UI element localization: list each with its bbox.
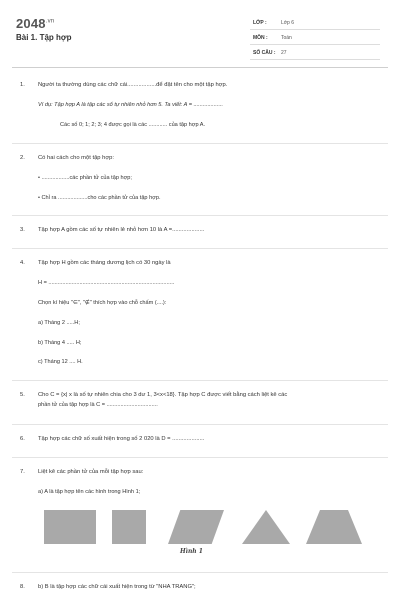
question-number: 7. (20, 469, 25, 475)
separator (12, 572, 388, 573)
site-logo[interactable] (16, 16, 54, 31)
question-4-item-b: b) Tháng 4 ..... H; (38, 340, 82, 346)
logo-text: 2048 (16, 16, 46, 31)
meta-row-class (250, 15, 380, 30)
question-text: Cho C = {x| x là số tự nhiên chia cho 3 dư 1, 3<x<18}. Tập hợp C được viết bằng cách liệt kê các (38, 392, 288, 398)
question-1-example: Ví dụ: Tập hợp A là tập các số tự nhiên nhỏ hơn 5. Ta viết: A = ................... (38, 102, 224, 108)
question-number: 2. (20, 155, 25, 161)
question-7-item-a: a) A là tập hợp tên các hình trong Hình 1; (38, 489, 141, 495)
question-text: Tập hợp các chữ số xuất hiện trong số 2 020 là D = .................... (38, 436, 205, 442)
question-number: 8. (20, 584, 25, 590)
meta-key: LỚP : (253, 20, 267, 26)
figure-caption: Hình 1 (180, 548, 203, 555)
question-number: 1. (20, 82, 25, 88)
separator (12, 380, 388, 381)
question-text: Có hai cách cho một tập hợp: (38, 155, 114, 161)
question-4-item-c: c) Tháng 12 .... H. (38, 359, 83, 365)
question-number: 6. (20, 436, 25, 442)
meta-row-subject (250, 30, 380, 45)
meta-row-count (250, 45, 380, 60)
question-text: Tập hợp H gồm các tháng dương lịch có 30 ngày là (38, 260, 171, 266)
trapezoid-shape (306, 510, 362, 544)
question-number: 5. (20, 392, 25, 398)
square-shape (112, 510, 146, 544)
question-2-option-b: • Chỉ ra ...................cho các phần tử của tập hợp. (38, 195, 161, 201)
parallelogram-shape (168, 510, 224, 544)
separator (12, 143, 388, 144)
rectangle-shape (44, 510, 96, 544)
question-text: b) B là tập hợp các chữ cái xuất hiện trong từ "NHA TRANG"; (38, 584, 196, 590)
question-2-option-a: • ..................các phần tử của tập hợp; (38, 175, 132, 181)
question-4-item-a: a) Tháng 2 .....H; (38, 320, 80, 326)
logo-suffix: .vn (45, 18, 55, 25)
meta-key: MÔN : (253, 35, 268, 41)
question-text: Liệt kê các phần tử của mỗi tập hợp sau: (38, 469, 144, 475)
question-number: 4. (20, 260, 25, 266)
question-4-instruction: Chọn kí hiệu "∈", "∉" thích hợp vào chỗ chấm (....): (38, 300, 167, 306)
meta-key: SỐ CÂU : (253, 50, 276, 56)
separator (12, 424, 388, 425)
lesson-title: Bài 1. Tập hợp (16, 33, 72, 42)
question-1-sub: Các số 0; 1; 2; 3; 4 được gọi là các ............ của tập hợp A. (60, 122, 206, 128)
meta-value: 27 (281, 50, 287, 56)
question-text: Tập hợp A gồm các số tự nhiên lẻ nhỏ hơn 10 là A =.................... (38, 227, 205, 233)
question-5-line-2: phần tử của tập hợp là C = ................................. (38, 402, 158, 408)
question-4-set-h: H = ................................................................................. (38, 280, 175, 286)
separator (12, 215, 388, 216)
meta-value: Lớp 6 (281, 20, 295, 26)
figure-1-shapes (44, 510, 364, 546)
separator (12, 248, 388, 249)
triangle-shape (242, 510, 290, 544)
header-divider (12, 67, 388, 68)
separator (12, 457, 388, 458)
meta-value: Toán (281, 35, 292, 41)
question-text: Người ta thường dùng các chữ cái..................để đặt tên cho một tập hợp. (38, 82, 228, 88)
page-header (0, 0, 400, 68)
question-number: 3. (20, 227, 25, 233)
